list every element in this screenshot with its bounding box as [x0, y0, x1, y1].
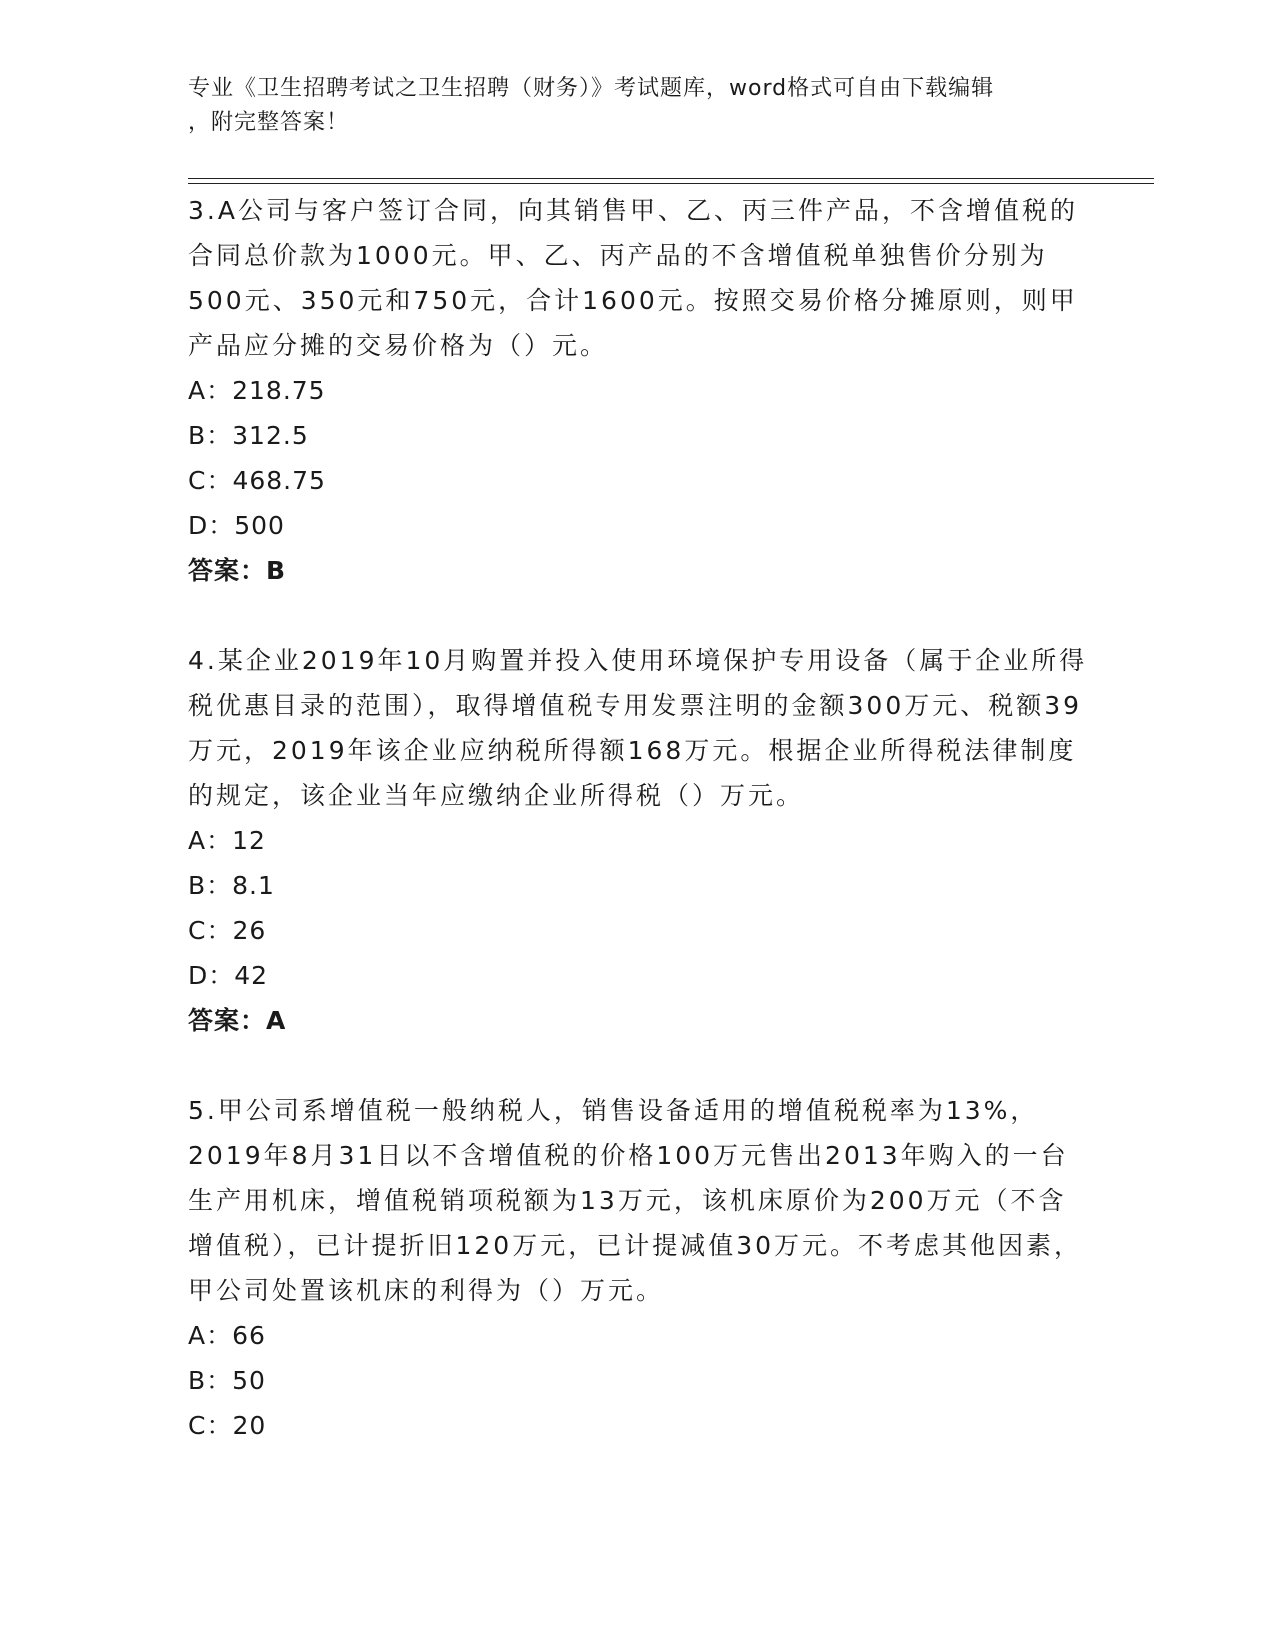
option-c: C：468.75	[188, 466, 326, 495]
option-b: B：50	[188, 1366, 266, 1395]
question-stem: 5.甲公司系增值税一般纳税人，销售设备适用的增值税税率为13%，2019年8月31日以不含增值税的价格100万元售出2013年购入的一台生产用机床，增值税销项税额为13万元，该机床原价为200万元（不含增值税），已计提折旧120万元，已计提减值30万元。不考虑其他因素，甲公司处置该机床的利得为（）万元。	[188, 1096, 1083, 1305]
answer: 答案：B	[188, 556, 287, 585]
answer: 答案：A	[188, 1006, 287, 1035]
option-d: D：42	[188, 961, 269, 990]
question-spacer	[188, 1043, 1088, 1088]
header-divider-top	[188, 178, 1154, 179]
header-divider-bottom	[188, 183, 1154, 184]
option-a: A：218.75	[188, 376, 326, 405]
option-a: A：12	[188, 826, 266, 855]
question-spacer	[188, 593, 1088, 638]
document-header	[188, 72, 1088, 140]
option-c: C：26	[188, 916, 267, 945]
question-5	[188, 1088, 1088, 1448]
question-4	[188, 638, 1088, 1043]
option-d: D：500	[188, 511, 285, 540]
question-stem: 3.A公司与客户签订合同，向其销售甲、乙、丙三件产品，不含增值税的合同总价款为1000元。甲、乙、丙产品的不含增值税单独售价分别为500元、350元和750元，合计1600元。按照交易价格分摊原则，则甲产品应分摊的交易价格为（）元。	[188, 196, 1078, 360]
option-b: B：312.5	[188, 421, 309, 450]
option-a: A：66	[188, 1321, 266, 1350]
question-list	[188, 188, 1088, 1448]
header-line-2: ，附完整答案！	[188, 110, 350, 135]
question-3	[188, 188, 1088, 593]
option-c: C：20	[188, 1411, 267, 1440]
question-stem: 4.某企业2019年10月购置并投入使用环境保护专用设备（属于企业所得税优惠目录的范围），取得增值税专用发票注明的金额300万元、税额39万元，2019年该企业应纳税所得额168万元。根据企业所得税法律制度的规定，该企业当年应缴纳企业所得税（）万元。	[188, 646, 1088, 810]
header-line-1: 专业《卫生招聘考试之卫生招聘（财务）》考试题库，word格式可自由下载编辑	[188, 76, 995, 101]
option-b: B：8.1	[188, 871, 275, 900]
